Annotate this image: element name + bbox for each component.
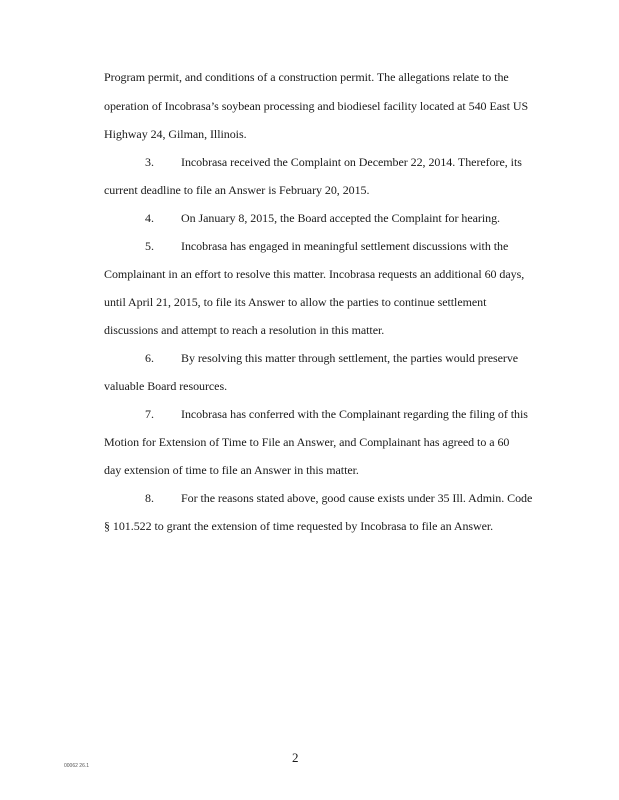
paragraph-5: 5. Incobrasa has engaged in meaningful settlement discussions with the (145, 239, 509, 253)
body-line: Highway 24, Gilman, Illinois. (104, 127, 247, 141)
body-line: day extension of time to file an Answer in this matter. (104, 463, 359, 477)
body-line: operation of Incobrasa’s soybean processing and biodiesel facility located at 540 East US (104, 99, 529, 113)
paragraph-3: 3. Incobrasa received the Complaint on December 22, 2014. Therefore, its (145, 155, 522, 169)
body-line: Program permit, and conditions of a construction permit. The allegations relate to the (104, 70, 509, 84)
body-line: § 101.522 to grant the extension of time requested by Incobrasa to file an Answer. (104, 519, 494, 533)
footer-doc-code: 00062 26.1 (64, 763, 90, 769)
body-line: discussions and attempt to reach a resolution in this matter. (104, 323, 385, 337)
paragraph-6: 6. By resolving this matter through settlement, the parties would preserve (145, 351, 519, 365)
paragraph-number: 7. (145, 407, 154, 421)
paragraph-number: 6. (145, 351, 154, 365)
paragraph-number: 5. (145, 239, 154, 253)
paragraph-number: 3. (145, 155, 154, 169)
page-number: 2 (292, 750, 299, 765)
paragraph-number: 4. (145, 211, 154, 225)
body-line: until April 21, 2015, to file its Answer to allow the parties to continue settlement (104, 295, 487, 309)
body-line: Motion for Extension of Time to File an Answer, and Complainant has agreed to a 60 (104, 435, 510, 449)
body-line: valuable Board resources. (104, 379, 228, 393)
body-line: Complainant in an effort to resolve this matter. Incobrasa requests an additional 60 days, (104, 267, 525, 281)
paragraph-8: 8. For the reasons stated above, good cause exists under 35 Ill. Admin. Code (145, 491, 533, 505)
body-line: current deadline to file an Answer is February 20, 2015. (104, 183, 370, 197)
paragraph-7: 7. Incobrasa has conferred with the Complainant regarding the filing of this (145, 407, 528, 421)
paragraph-4: 4. On January 8, 2015, the Board accepted the Complaint for hearing. (145, 211, 500, 225)
paragraph-number: 8. (145, 491, 154, 505)
